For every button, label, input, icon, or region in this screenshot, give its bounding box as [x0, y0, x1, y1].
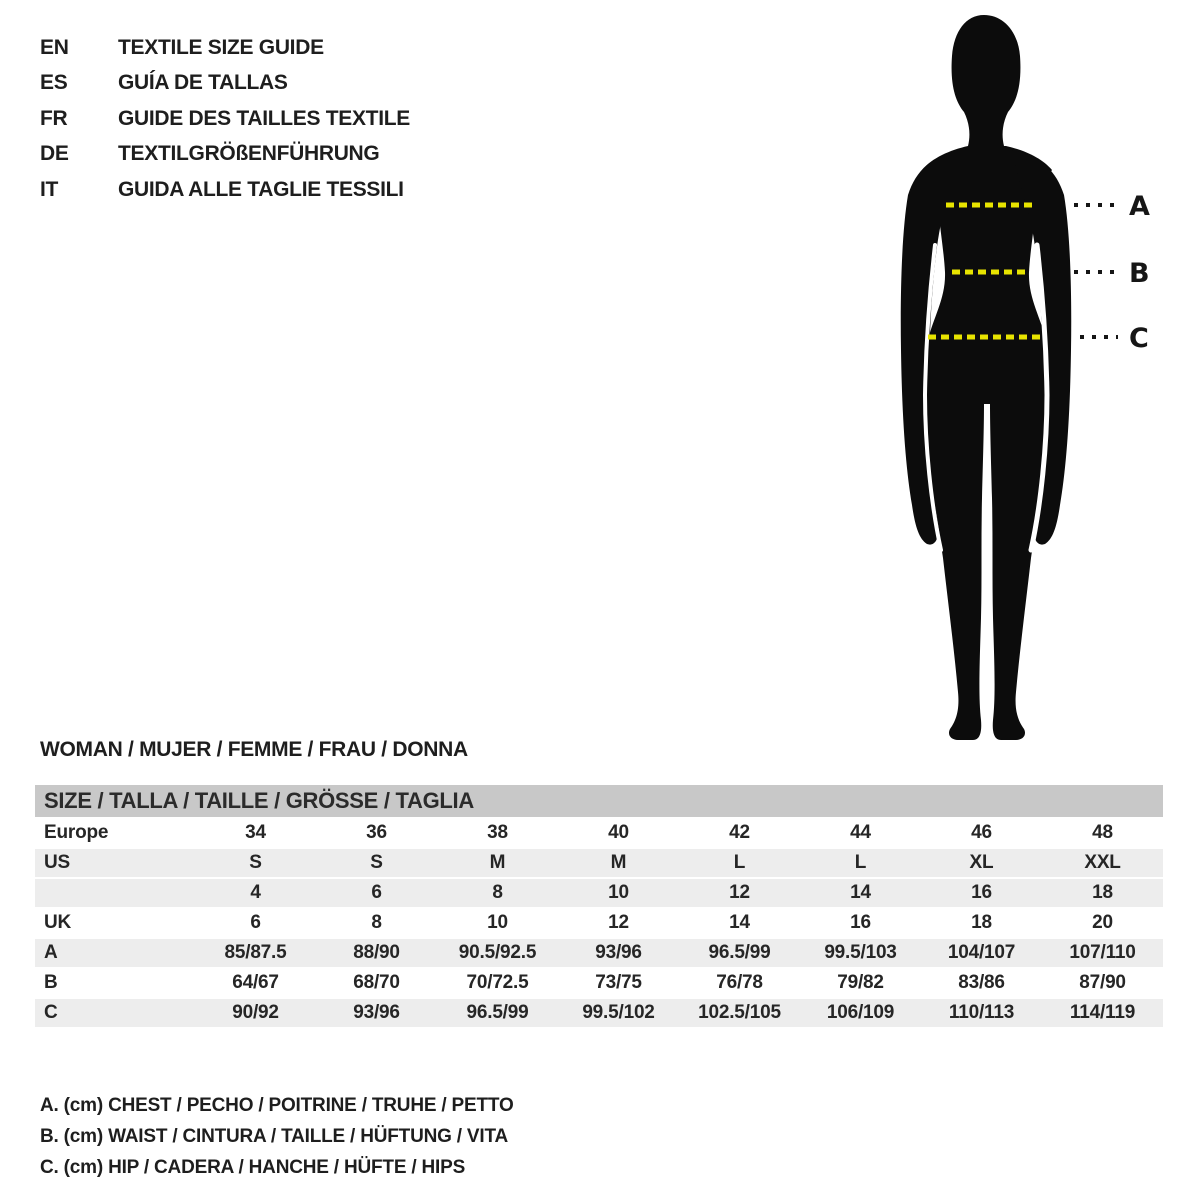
table-row	[35, 968, 1163, 998]
table-row	[35, 878, 1163, 908]
size-cell: 70/72.5	[437, 968, 558, 998]
size-cell: 10	[437, 908, 558, 938]
size-cell: L	[679, 848, 800, 878]
size-cell: 104/107	[921, 938, 1042, 968]
language-code: FR	[40, 106, 68, 130]
size-cell: 99.5/102	[558, 998, 679, 1028]
size-cell: 107/110	[1042, 938, 1163, 968]
table-row	[35, 848, 1163, 878]
size-cell: M	[558, 848, 679, 878]
size-cell: 16	[921, 878, 1042, 908]
language-code: EN	[40, 35, 69, 59]
table-row	[35, 818, 1163, 848]
size-cell: 79/82	[800, 968, 921, 998]
language-row	[40, 66, 410, 102]
row-label: Europe	[35, 818, 195, 848]
size-cell: 68/70	[316, 968, 437, 998]
size-cell: 102.5/105	[679, 998, 800, 1028]
language-title: GUIDA ALLE TAGLIE TESSILI	[118, 177, 404, 201]
size-cell: 8	[437, 878, 558, 908]
language-title: GUIDE DES TAILLES TEXTILE	[118, 106, 410, 130]
size-cell: 14	[800, 878, 921, 908]
size-cell: 42	[679, 818, 800, 848]
language-row	[40, 137, 410, 173]
size-cell: 64/67	[195, 968, 316, 998]
size-cell: L	[800, 848, 921, 878]
size-cell: 8	[316, 908, 437, 938]
marker-label-b: B	[1129, 258, 1150, 289]
row-label: B	[35, 968, 195, 998]
language-code: ES	[40, 71, 68, 95]
size-cell: 36	[316, 818, 437, 848]
size-cell: 6	[316, 878, 437, 908]
size-table	[35, 785, 1163, 1029]
size-cell: 76/78	[679, 968, 800, 998]
size-cell: 110/113	[921, 998, 1042, 1028]
size-cell: 18	[1042, 878, 1163, 908]
woman-silhouette-diagram	[880, 0, 1200, 760]
size-cell: 14	[679, 908, 800, 938]
row-label: A	[35, 938, 195, 968]
size-cell: 90.5/92.5	[437, 938, 558, 968]
size-cell: S	[316, 848, 437, 878]
table-row	[35, 998, 1163, 1028]
size-cell: 73/75	[558, 968, 679, 998]
size-cell: 40	[558, 818, 679, 848]
size-cell: 114/119	[1042, 998, 1163, 1028]
size-cell: 90/92	[195, 998, 316, 1028]
size-cell: M	[437, 848, 558, 878]
leader-lines-dotted	[1074, 205, 1118, 337]
size-table-header-row	[35, 785, 1163, 818]
marker-label-c: C	[1129, 323, 1149, 354]
language-row	[40, 101, 410, 137]
size-cell: 96.5/99	[437, 998, 558, 1028]
size-cell: 34	[195, 818, 316, 848]
size-cell: 18	[921, 908, 1042, 938]
size-cell: 12	[679, 878, 800, 908]
row-label: C	[35, 998, 195, 1028]
size-cell: 38	[437, 818, 558, 848]
size-cell: 20	[1042, 908, 1163, 938]
legend-line: A. (cm) CHEST / PECHO / POITRINE / TRUHE / PETTO	[40, 1094, 514, 1116]
language-title: TEXTILGRÖßENFÜHRUNG	[118, 142, 380, 166]
language-title-list	[40, 30, 410, 208]
language-code: IT	[40, 177, 59, 201]
size-cell: 93/96	[316, 998, 437, 1028]
size-cell: 4	[195, 878, 316, 908]
size-cell: 6	[195, 908, 316, 938]
row-label: US	[35, 848, 195, 878]
row-label: UK	[35, 908, 195, 938]
section-title: WOMAN / MUJER / FEMME / FRAU / DONNA	[40, 738, 468, 761]
size-cell: 44	[800, 818, 921, 848]
table-row	[35, 938, 1163, 968]
size-cell: 12	[558, 908, 679, 938]
legend-line: B. (cm) WAIST / CINTURA / TAILLE / HÜFTUNG / VITA	[40, 1125, 508, 1147]
table-row	[35, 908, 1163, 938]
size-cell: 88/90	[316, 938, 437, 968]
size-cell: 46	[921, 818, 1042, 848]
size-cell: 16	[800, 908, 921, 938]
row-label	[35, 878, 195, 908]
size-cell: 93/96	[558, 938, 679, 968]
size-cell: XXL	[1042, 848, 1163, 878]
language-title: GUÍA DE TALLAS	[118, 71, 288, 95]
size-cell: S	[195, 848, 316, 878]
legend-line: C. (cm) HIP / CADERA / HANCHE / HÜFTE / HIPS	[40, 1156, 466, 1178]
size-table-header: SIZE / TALLA / TAILLE / GRÖSSE / TAGLIA	[35, 785, 1163, 818]
language-code: DE	[40, 142, 69, 166]
marker-label-a: A	[1129, 191, 1150, 222]
measurement-legend	[40, 1090, 514, 1183]
size-table-body	[35, 818, 1163, 1028]
silhouette-svg	[880, 0, 1200, 760]
size-cell: XL	[921, 848, 1042, 878]
size-cell: 85/87.5	[195, 938, 316, 968]
size-cell: 87/90	[1042, 968, 1163, 998]
language-row	[40, 172, 410, 208]
size-cell: 10	[558, 878, 679, 908]
size-cell: 96.5/99	[679, 938, 800, 968]
language-row	[40, 30, 410, 66]
size-cell: 48	[1042, 818, 1163, 848]
size-cell: 83/86	[921, 968, 1042, 998]
language-title: TEXTILE SIZE GUIDE	[118, 35, 324, 59]
size-cell: 106/109	[800, 998, 921, 1028]
size-cell: 99.5/103	[800, 938, 921, 968]
